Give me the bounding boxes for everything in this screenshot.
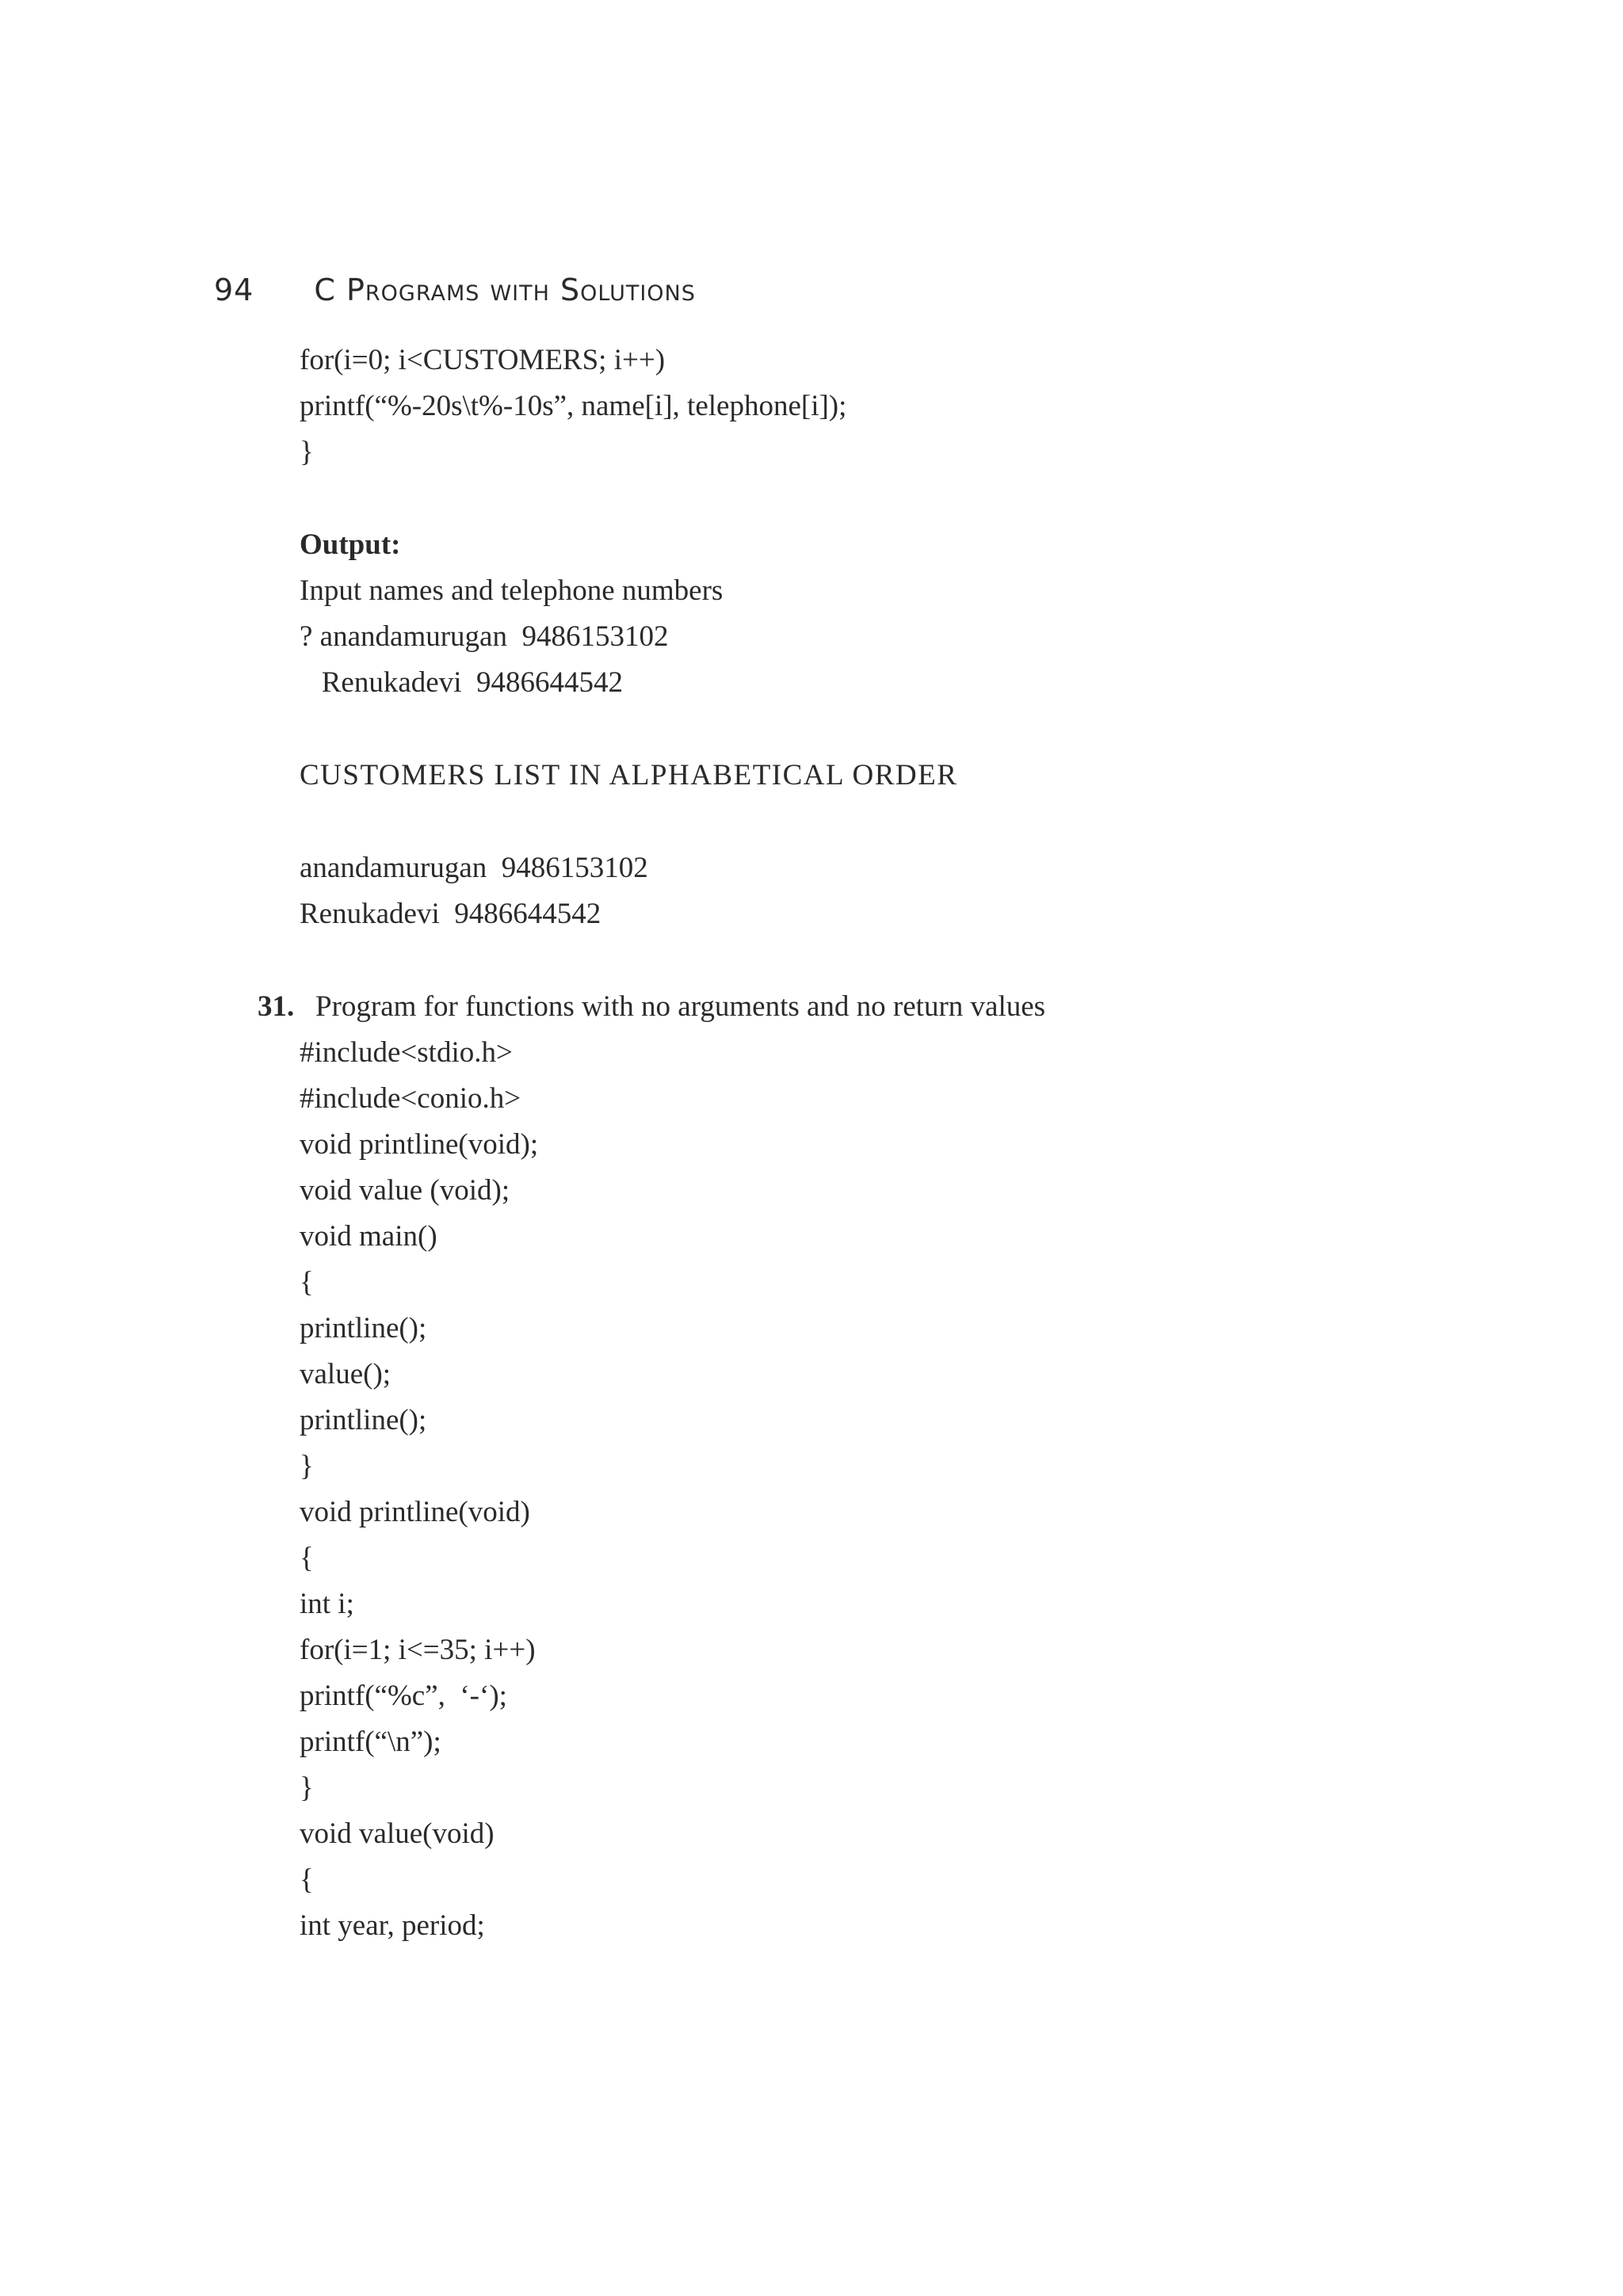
code-line: #include<conio.h>	[300, 1082, 521, 1115]
code-line: }	[300, 1450, 314, 1482]
code-line: printf(“\n”);	[300, 1726, 441, 1758]
customers-list-title: CUSTOMERS LIST IN ALPHABETICAL ORDER	[300, 759, 958, 791]
output-heading: Output:	[300, 528, 401, 561]
code-line: printline();	[300, 1312, 427, 1344]
code-line: void value(void)	[300, 1817, 495, 1850]
output-line: Input names and telephone numbers	[300, 574, 724, 607]
code-line: {	[300, 1266, 314, 1299]
running-title: C Programs with Solutions	[314, 273, 696, 307]
code-line: void value (void);	[300, 1174, 510, 1207]
code-line: printf(“%c”, ‘-‘);	[300, 1680, 507, 1712]
code-line: for(i=0; i<CUSTOMERS; i++)	[300, 344, 666, 376]
output-line: Renukadevi 9486644542	[300, 666, 623, 699]
sorted-entry: Renukadevi 9486644542	[300, 898, 601, 930]
program-number: 31.	[258, 990, 295, 1023]
code-line: void main()	[300, 1220, 437, 1253]
code-line: int year, period;	[300, 1909, 485, 1942]
code-line: {	[300, 1542, 314, 1574]
code-line: printf(“%-20s\t%-10s”, name[i], telephone[i]);	[300, 390, 847, 422]
page-header	[214, 273, 696, 320]
code-line: #include<stdio.h>	[300, 1036, 513, 1069]
program-title: Program for functions with no arguments and no return values	[315, 990, 1046, 1023]
code-line: void printline(void);	[300, 1128, 539, 1161]
code-line: {	[300, 1863, 314, 1896]
code-line: printline();	[300, 1404, 427, 1436]
output-line: ? anandamurugan 9486153102	[300, 620, 669, 653]
page-number: 94	[214, 273, 254, 307]
code-line: }	[300, 436, 314, 468]
sorted-entry: anandamurugan 9486153102	[300, 852, 648, 884]
code-line: }	[300, 1772, 314, 1804]
code-line: void printline(void)	[300, 1496, 530, 1528]
code-line: int i;	[300, 1588, 354, 1620]
code-line: for(i=1; i<=35; i++)	[300, 1634, 536, 1666]
code-line: value();	[300, 1358, 391, 1390]
